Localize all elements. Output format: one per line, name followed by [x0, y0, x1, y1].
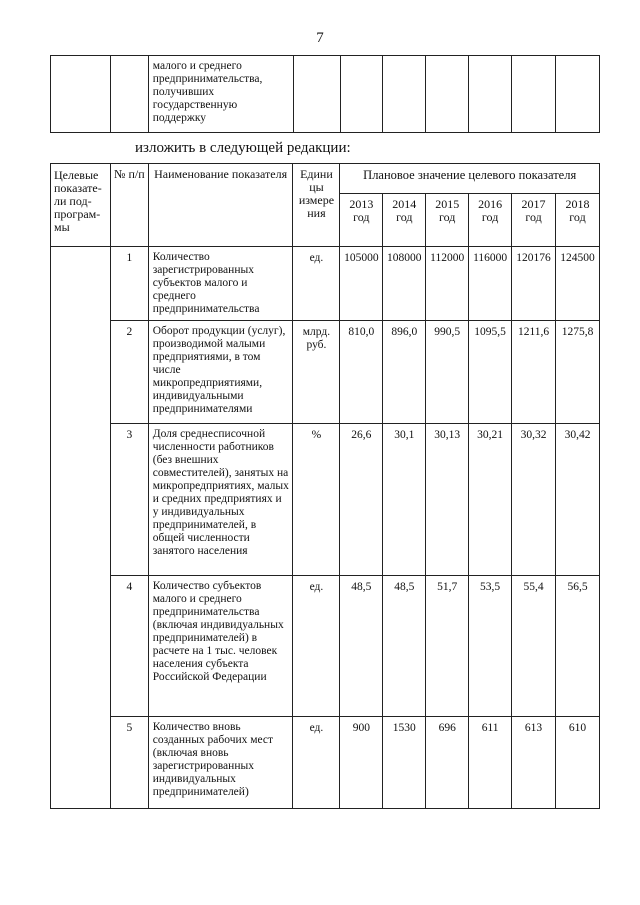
fragment-text: малого и среднего предпринимательства, получивших государственную поддержку	[148, 56, 293, 133]
value-cell: 30,42	[556, 424, 600, 576]
indicators-table	[50, 163, 600, 809]
row-number: 2	[110, 321, 148, 424]
row-number: 3	[110, 424, 148, 576]
empty-cell	[293, 56, 340, 133]
row-number: 4	[110, 576, 148, 717]
value-cell: 30,1	[383, 424, 426, 576]
unit-cell: ед.	[293, 247, 340, 321]
value-cell: 30,32	[512, 424, 556, 576]
value-cell: 55,4	[512, 576, 556, 717]
header-year: 2014 год	[383, 194, 426, 247]
indicator-name: Доля среднесписочной численности работников (без внешних совместителей), занятых на микропредприятиях, малых и средних предприятиях и у индивидуальных предпринимателей, в общей численности занятого населения	[148, 424, 293, 576]
value-cell: 1275,8	[556, 321, 600, 424]
header-year: 2015 год	[426, 194, 469, 247]
header-row	[51, 164, 600, 194]
table-row	[51, 576, 600, 717]
value-cell: 112000	[426, 247, 469, 321]
empty-cell	[110, 56, 148, 133]
unit-cell: %	[293, 424, 340, 576]
value-cell: 610	[556, 717, 600, 809]
value-cell: 810,0	[340, 321, 383, 424]
intro-text: изложить в следующей редакции:	[135, 140, 351, 156]
value-cell: 51,7	[426, 576, 469, 717]
empty-cell	[383, 56, 426, 133]
header-year: 2016 год	[469, 194, 512, 247]
empty-cell	[340, 56, 383, 133]
value-cell: 105000	[340, 247, 383, 321]
table-row	[51, 321, 600, 424]
value-cell: 120176	[512, 247, 556, 321]
value-cell: 1530	[383, 717, 426, 809]
value-cell: 30,13	[426, 424, 469, 576]
value-cell: 613	[512, 717, 556, 809]
value-cell: 53,5	[469, 576, 512, 717]
value-cell: 48,5	[383, 576, 426, 717]
header-year: 2017 год	[512, 194, 556, 247]
empty-cell	[51, 56, 111, 133]
value-cell: 56,5	[556, 576, 600, 717]
value-cell: 48,5	[340, 576, 383, 717]
value-cell: 896,0	[383, 321, 426, 424]
value-cell: 30,21	[469, 424, 512, 576]
value-cell: 124500	[556, 247, 600, 321]
table-row	[51, 56, 600, 133]
empty-cell	[426, 56, 469, 133]
header-name: Наименование показателя	[148, 164, 293, 247]
header-goal: Целевые показате-ли под-програм-мы	[51, 164, 111, 247]
value-cell: 26,6	[340, 424, 383, 576]
value-cell: 116000	[469, 247, 512, 321]
table-row	[51, 247, 600, 321]
empty-cell	[512, 56, 556, 133]
table-row	[51, 717, 600, 809]
header-plan: Плановое значение целевого показателя	[340, 164, 600, 194]
empty-cell	[469, 56, 512, 133]
previous-table-fragment	[50, 55, 600, 133]
page-number: 7	[316, 30, 324, 46]
empty-cell	[556, 56, 600, 133]
header-year: 2013 год	[340, 194, 383, 247]
value-cell: 108000	[383, 247, 426, 321]
value-cell: 990,5	[426, 321, 469, 424]
table-row	[51, 424, 600, 576]
unit-cell: млрд. руб.	[293, 321, 340, 424]
indicator-name: Оборот продукции (услуг), производимой малыми предприятиями, в том числе микропредприятиями, индивидуальными предпринимателями	[148, 321, 293, 424]
row-number: 1	[110, 247, 148, 321]
indicator-name: Количество субъектов малого и среднего предпринимательства (включая индивидуальных предпринимателей) в расчете на 1 тыс. человек населения субъекта Российской Федерации	[148, 576, 293, 717]
goal-cell	[51, 247, 111, 809]
value-cell: 696	[426, 717, 469, 809]
indicator-name: Количество вновь созданных рабочих мест (включая вновь зарегистрированных индивидуальных предпринимателей)	[148, 717, 293, 809]
value-cell: 611	[469, 717, 512, 809]
unit-cell: ед.	[293, 576, 340, 717]
unit-cell: ед.	[293, 717, 340, 809]
header-unit: Едини цы измере ния	[293, 164, 340, 247]
indicator-name: Количество зарегистрированных субъектов малого и среднего предпринимательства	[148, 247, 293, 321]
value-cell: 900	[340, 717, 383, 809]
value-cell: 1095,5	[469, 321, 512, 424]
row-number: 5	[110, 717, 148, 809]
value-cell: 1211,6	[512, 321, 556, 424]
header-num: № п/п	[110, 164, 148, 247]
header-year: 2018 год	[556, 194, 600, 247]
